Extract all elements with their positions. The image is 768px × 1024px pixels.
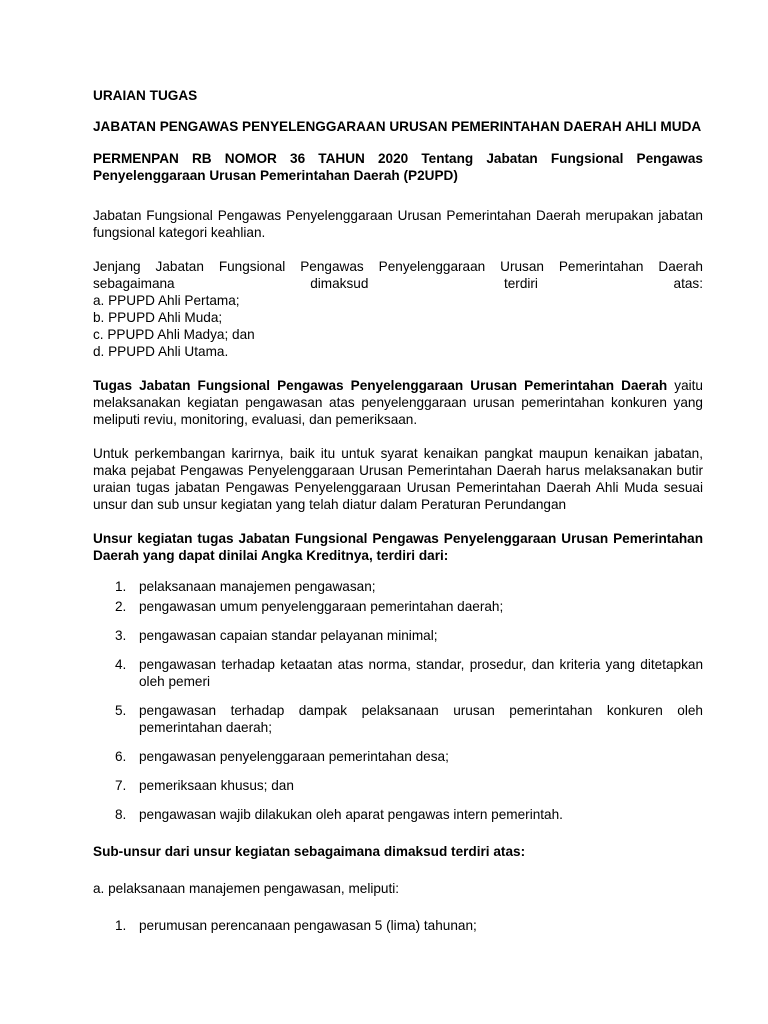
level-item: b. PPUPD Ahli Muda; xyxy=(93,310,223,325)
item-number: 3. xyxy=(115,628,127,643)
paragraph-career: Untuk perkembangan karirnya, baik itu untuk syarat kenaikan pangkat maupun kenaikan jabatan, maka pejabat Pengawas Penyelenggaraan Urusan Pemerintahan Daerah harus melaksanakan butir uraian tugas jabatan Pengawas Penyelenggaraan Urusan Pemerintahan Daerah Ahli Muda sesuai unsur dan sub unsur kegiatan yang telah diatur dalam Peraturan Perundangan xyxy=(93,446,703,512)
item-number: 7. xyxy=(115,778,127,793)
item-number: 2. xyxy=(115,599,127,614)
item-text: pengawasan terhadap dampak pelaksanaan urusan pemerintahan konkuren oleh pemerintahan daerah; xyxy=(139,703,703,735)
item-text: pengawasan penyelenggaraan pemerintahan desa; xyxy=(139,749,449,764)
item-number: 1. xyxy=(115,918,127,933)
item-number: 6. xyxy=(115,749,127,764)
level-item: a. PPUPD Ahli Pertama; xyxy=(93,293,240,308)
level-item: c. PPUPD Ahli Madya; dan xyxy=(93,327,255,342)
levels-intro-line-1: Jenjang Jabatan Fungsional Pengawas Penyelenggaraan Urusan Pemerintahan Daerah xyxy=(93,259,703,274)
document-body xyxy=(93,87,703,948)
unsur-list xyxy=(93,578,703,823)
unsur-item xyxy=(93,627,703,644)
sub-unsur-a-list xyxy=(93,917,703,934)
unsur-item xyxy=(93,777,703,794)
level-item: d. PPUPD Ahli Utama. xyxy=(93,344,229,359)
item-number: 1. xyxy=(115,579,127,594)
item-text: pengawasan capaian standar pelayanan minimal; xyxy=(139,628,438,643)
levels-intro-line-2: sebagaimana dimaksud terdiri atas: xyxy=(93,276,703,291)
item-text: pengawasan wajib dilakukan oleh aparat pengawas intern pemerintah. xyxy=(139,807,563,822)
sub-unsur-heading: Sub-unsur dari unsur kegiatan sebagaimana dimaksud terdiri atas: xyxy=(93,844,526,859)
document-subtitle: JABATAN PENGAWAS PENYELENGGARAAN URUSAN PEMERINTAHAN DAERAH AHLI MUDA xyxy=(93,119,702,134)
tasks-text: yaitu melaksanakan kegiatan pengawasan atas penyelenggaraan urusan pemerintahan konkuren yang meliputi reviu, monitoring, evaluasi, dan pemeriksaan. xyxy=(93,378,703,427)
unsur-item xyxy=(93,702,703,736)
levels-list xyxy=(93,292,703,360)
item-number: 4. xyxy=(115,657,127,672)
unsur-item xyxy=(93,578,703,595)
item-number: 5. xyxy=(115,703,127,718)
paragraph-tasks xyxy=(93,377,703,428)
paragraph-definition: Jabatan Fungsional Pengawas Penyelenggaraan Urusan Pemerintahan Daerah merupakan jabatan fungsional kategori keahlian. xyxy=(93,208,703,240)
item-text: pengawasan terhadap ketaatan atas norma, standar, prosedur, dan kriteria yang ditetapkan oleh pemeri xyxy=(139,657,703,689)
paragraph-unsur-heading: Unsur kegiatan tugas Jabatan Fungsional Pengawas Penyelenggaraan Urusan Pemerintahan Daerah yang dapat dinilai Angka Kreditnya, terdiri dari: xyxy=(93,531,703,563)
item-text: pemeriksaan khusus; dan xyxy=(139,778,294,793)
unsur-item xyxy=(93,806,703,823)
unsur-item xyxy=(93,598,703,615)
paragraph-levels xyxy=(93,258,703,360)
sub-unsur-item xyxy=(93,917,703,934)
item-text: perumusan perencanaan pengawasan 5 (lima) tahunan; xyxy=(139,918,477,933)
item-text: pengawasan umum penyelenggaraan pemerintahan daerah; xyxy=(139,599,504,614)
sub-unsur-a: a. pelaksanaan manajemen pengawasan, meliputi: xyxy=(93,881,400,896)
document-title: URAIAN TUGAS xyxy=(93,88,198,103)
regulation-reference: PERMENPAN RB NOMOR 36 TAHUN 2020 Tentang Jabatan Fungsional Pengawas Penyelenggaraan Urusan Pemerintahan Daerah (P2UPD) xyxy=(93,151,703,183)
item-number: 8. xyxy=(115,807,127,822)
unsur-item xyxy=(93,748,703,765)
unsur-item xyxy=(93,656,703,690)
tasks-bold-lead: Tugas Jabatan Fungsional Pengawas Penyelenggaraan Urusan Pemerintahan Daerah xyxy=(93,378,668,393)
item-text: pelaksanaan manajemen pengawasan; xyxy=(139,579,376,594)
